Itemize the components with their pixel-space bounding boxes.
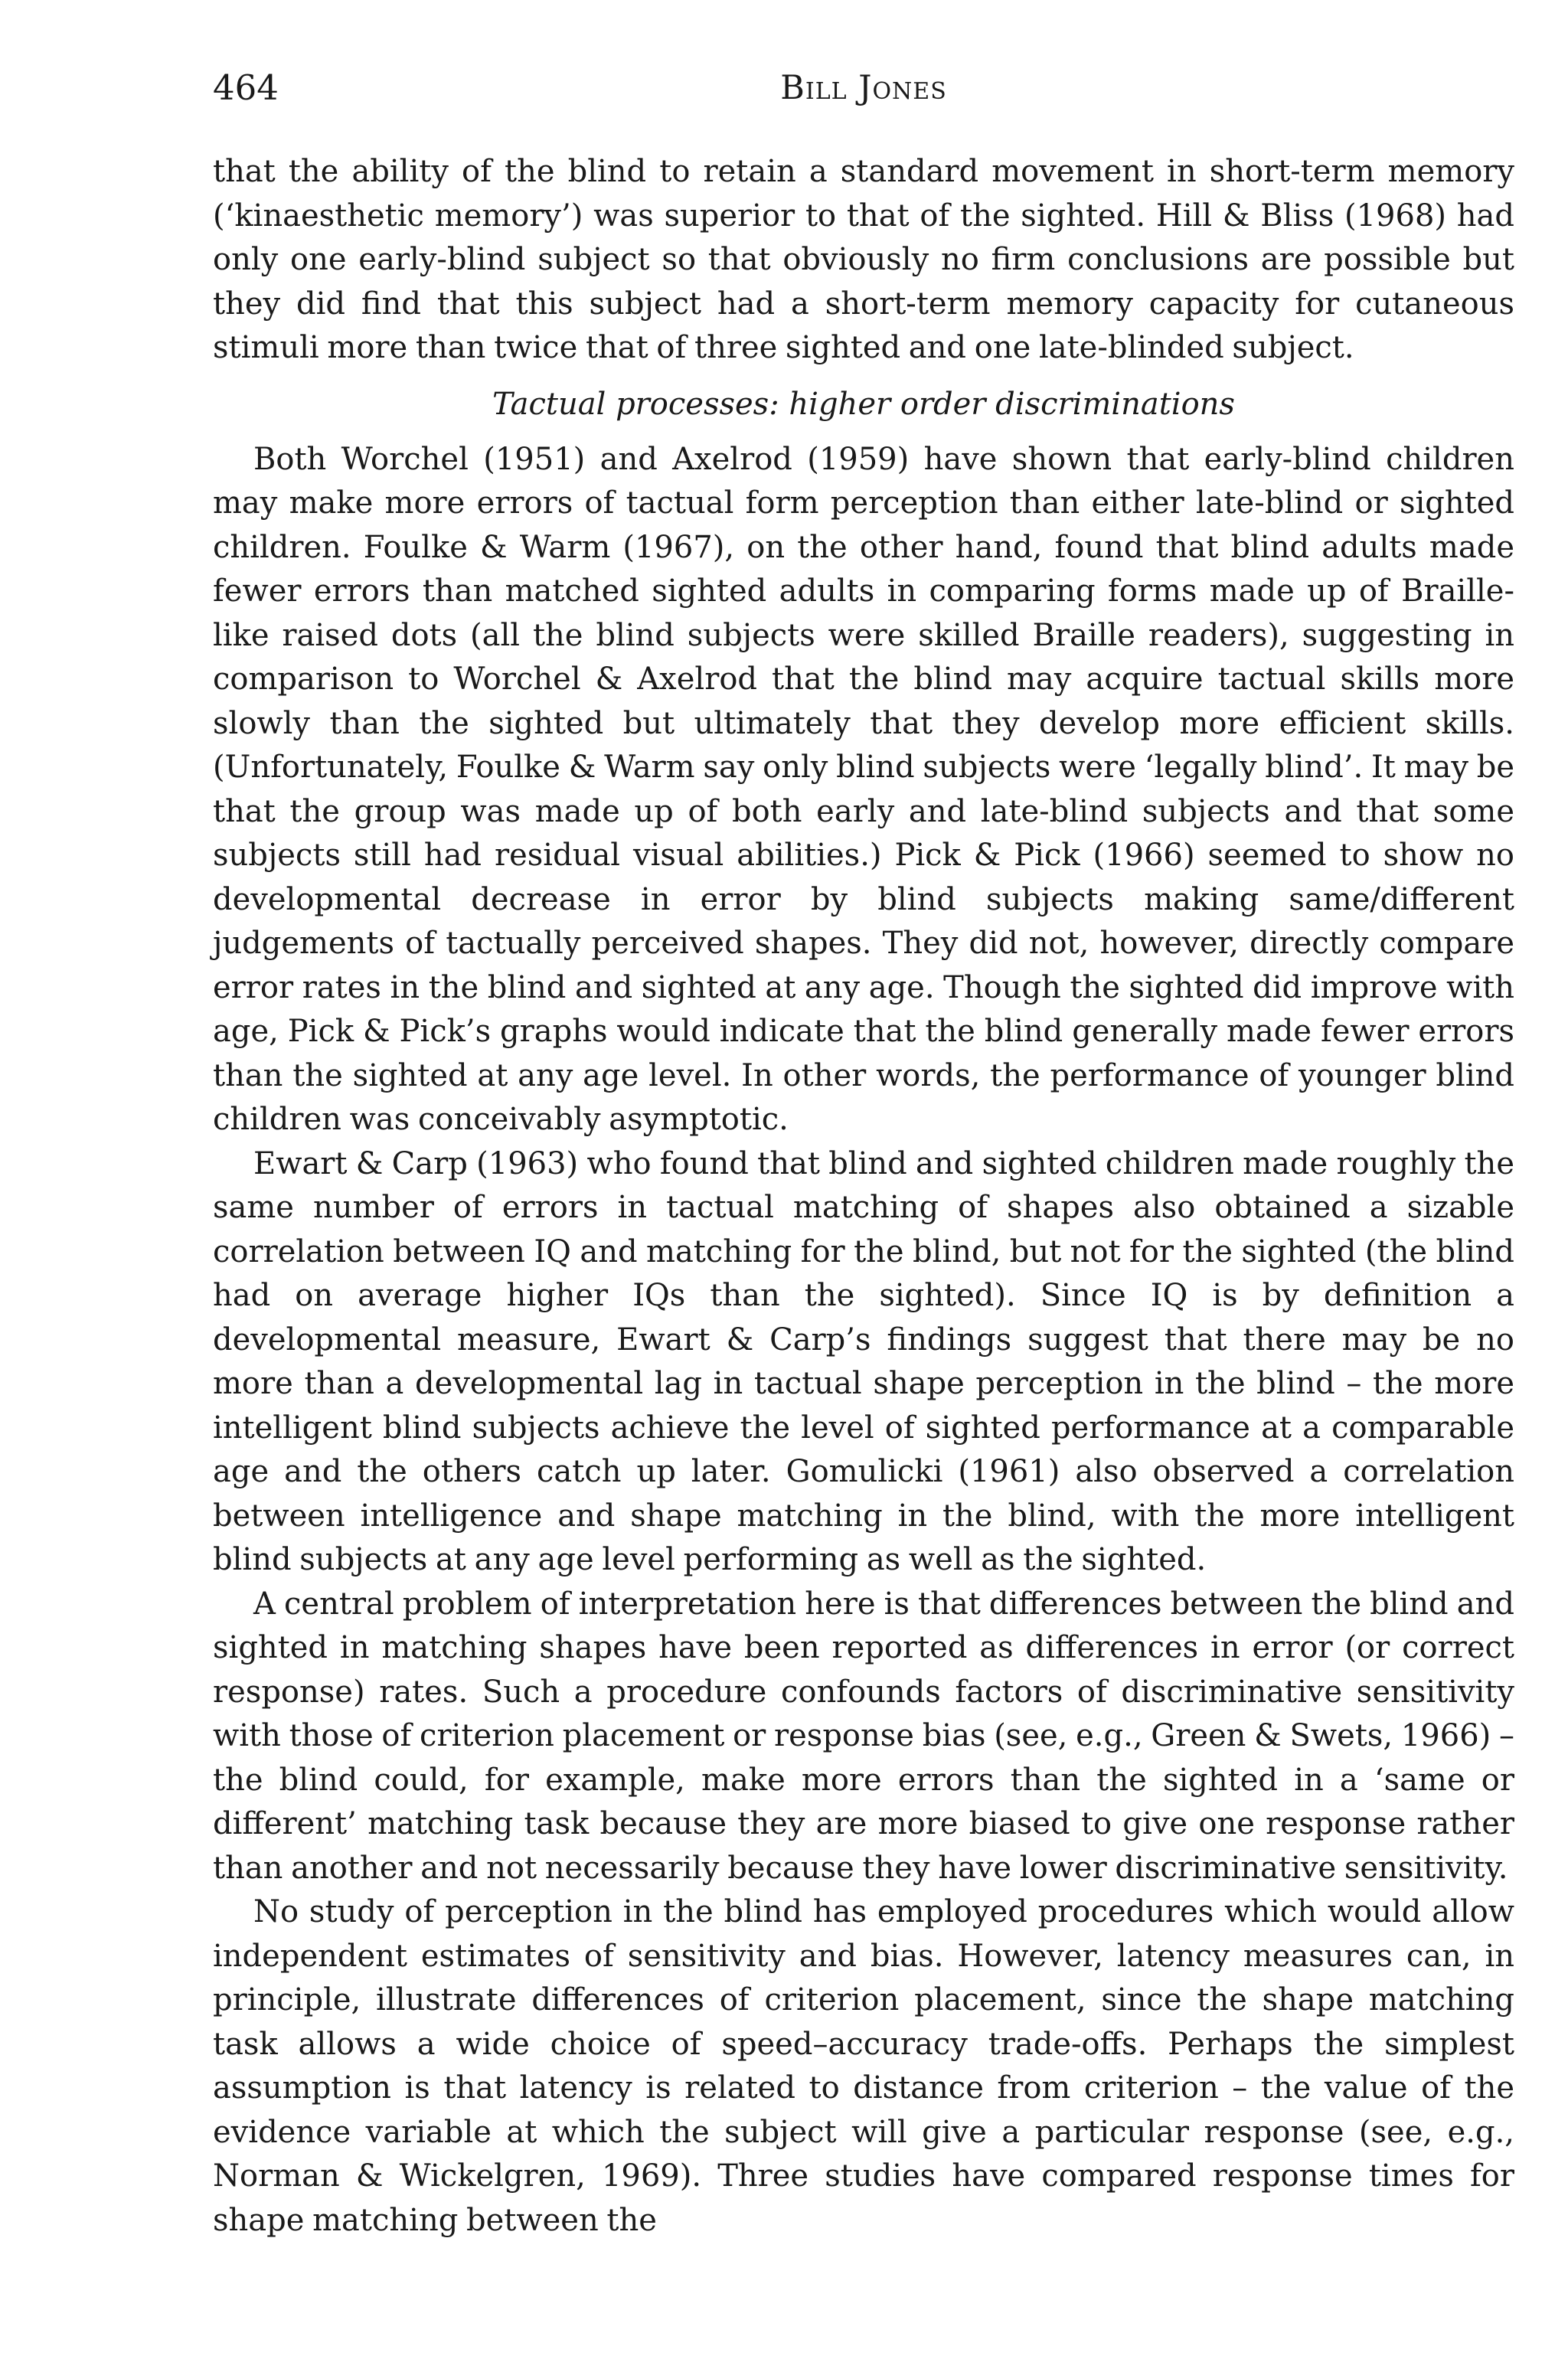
paragraph-interpretation-problem: A central problem of interpretation here is that differences between the blind and sighted in matching shapes have been reported as differences in error (or correct response) rates. Such a procedure confounds factors of discriminative sensitivity with those of criterion placement or response bias (see, e.g., Green & Swets, 1966) – the blind could, for example, make more errors than the sighted in a ‘same or different’ matching task because they are more biased to give one response rather than another and not necessarily because they have lower discriminative sensitivity. — [213, 1586, 1514, 1886]
body-text — [213, 150, 1514, 2243]
running-head: Bill Jones — [780, 69, 947, 107]
page-header — [213, 61, 1514, 115]
paragraph-ewart-carp: Ewart & Carp (1963) who found that blind and sighted children made roughly the same number of errors in tactual matching of shapes also obtained a sizable correlation between IQ and matching for the blind, but not for the sighted (the blind had on average higher IQs than the sighted). Since IQ is by definition a developmental measure, Ewart & Carp’s findings suggest that there may be no more than a developmental lag in tactual shape perception in the blind – the more intelligent blind subjects achieve the level of sighted performance at a comparable age and the others catch up later. Gomulicki (1961) also observed a correlation between intelligence and shape matching in the blind, with the more intelligent blind subjects at any age level performing as well as the sighted. — [213, 1145, 1514, 1577]
paragraph-tactual-form: Both Worchel (1951) and Axelrod (1959) have shown that early-blind children may make more errors of tactual form perception than either late-blind or sighted children. Foulke & Warm (1967), on the other hand, found that blind adults made fewer errors than matched sighted adults in comparing forms made up of Braille-like raised dots (all the blind subjects were skilled Braille readers), suggesting in comparison to Worchel & Axelrod that the blind may acquire tactual skills more slowly than the sighted but ultimately that they develop more efficient skills. (Unfortunately, Foulke & Warm say only blind subjects were ‘legally blind’. It may be that the group was made up of both early and late-blind subjects and that some subjects still had residual visual abilities.) Pick & Pick (1966) seemed to show no developmental decrease in error by blind subjects making same/different judgements of tactually perceived shapes. They did not, however, directly compare error rates in the blind and sighted at any age. Though the sighted did improve with age, Pick & Pick’s graphs would indicate that the blind generally made fewer errors than the sighted at any age level. In other words, the performance of younger blind children was conceivably asymptotic. — [213, 441, 1514, 1137]
paragraph-continuation: that the ability of the blind to retain a standard movement in short-term memory (‘kinaesthetic memory’) was superior to that of the sighted. Hill & Bliss (1968) had only one early-blind subject so that obviously no firm conclusions are possible but they did find that this subject had a short-term memory capacity for cutaneous stimuli more than twice that of three sighted and one late-blinded subject. — [213, 154, 1514, 365]
section-heading: Tactual processes: higher order discriminations — [492, 386, 1235, 422]
paragraph-latency-measures: No study of perception in the blind has employed procedures which would allow independent estimates of sensitivity and bias. However, latency measures can, in principle, illustrate differences of criterion placement, since the shape matching task allows a wide choice of speed–accuracy trade-offs. Perhaps the simplest assumption is that latency is related to distance from criterion – the value of the evidence variable at which the subject will give a particular response (see, e.g., Norman & Wickelgren, 1969). Three studies have compared response times for shape matching between the — [213, 1894, 1514, 2238]
page-number: 464 — [213, 67, 279, 108]
